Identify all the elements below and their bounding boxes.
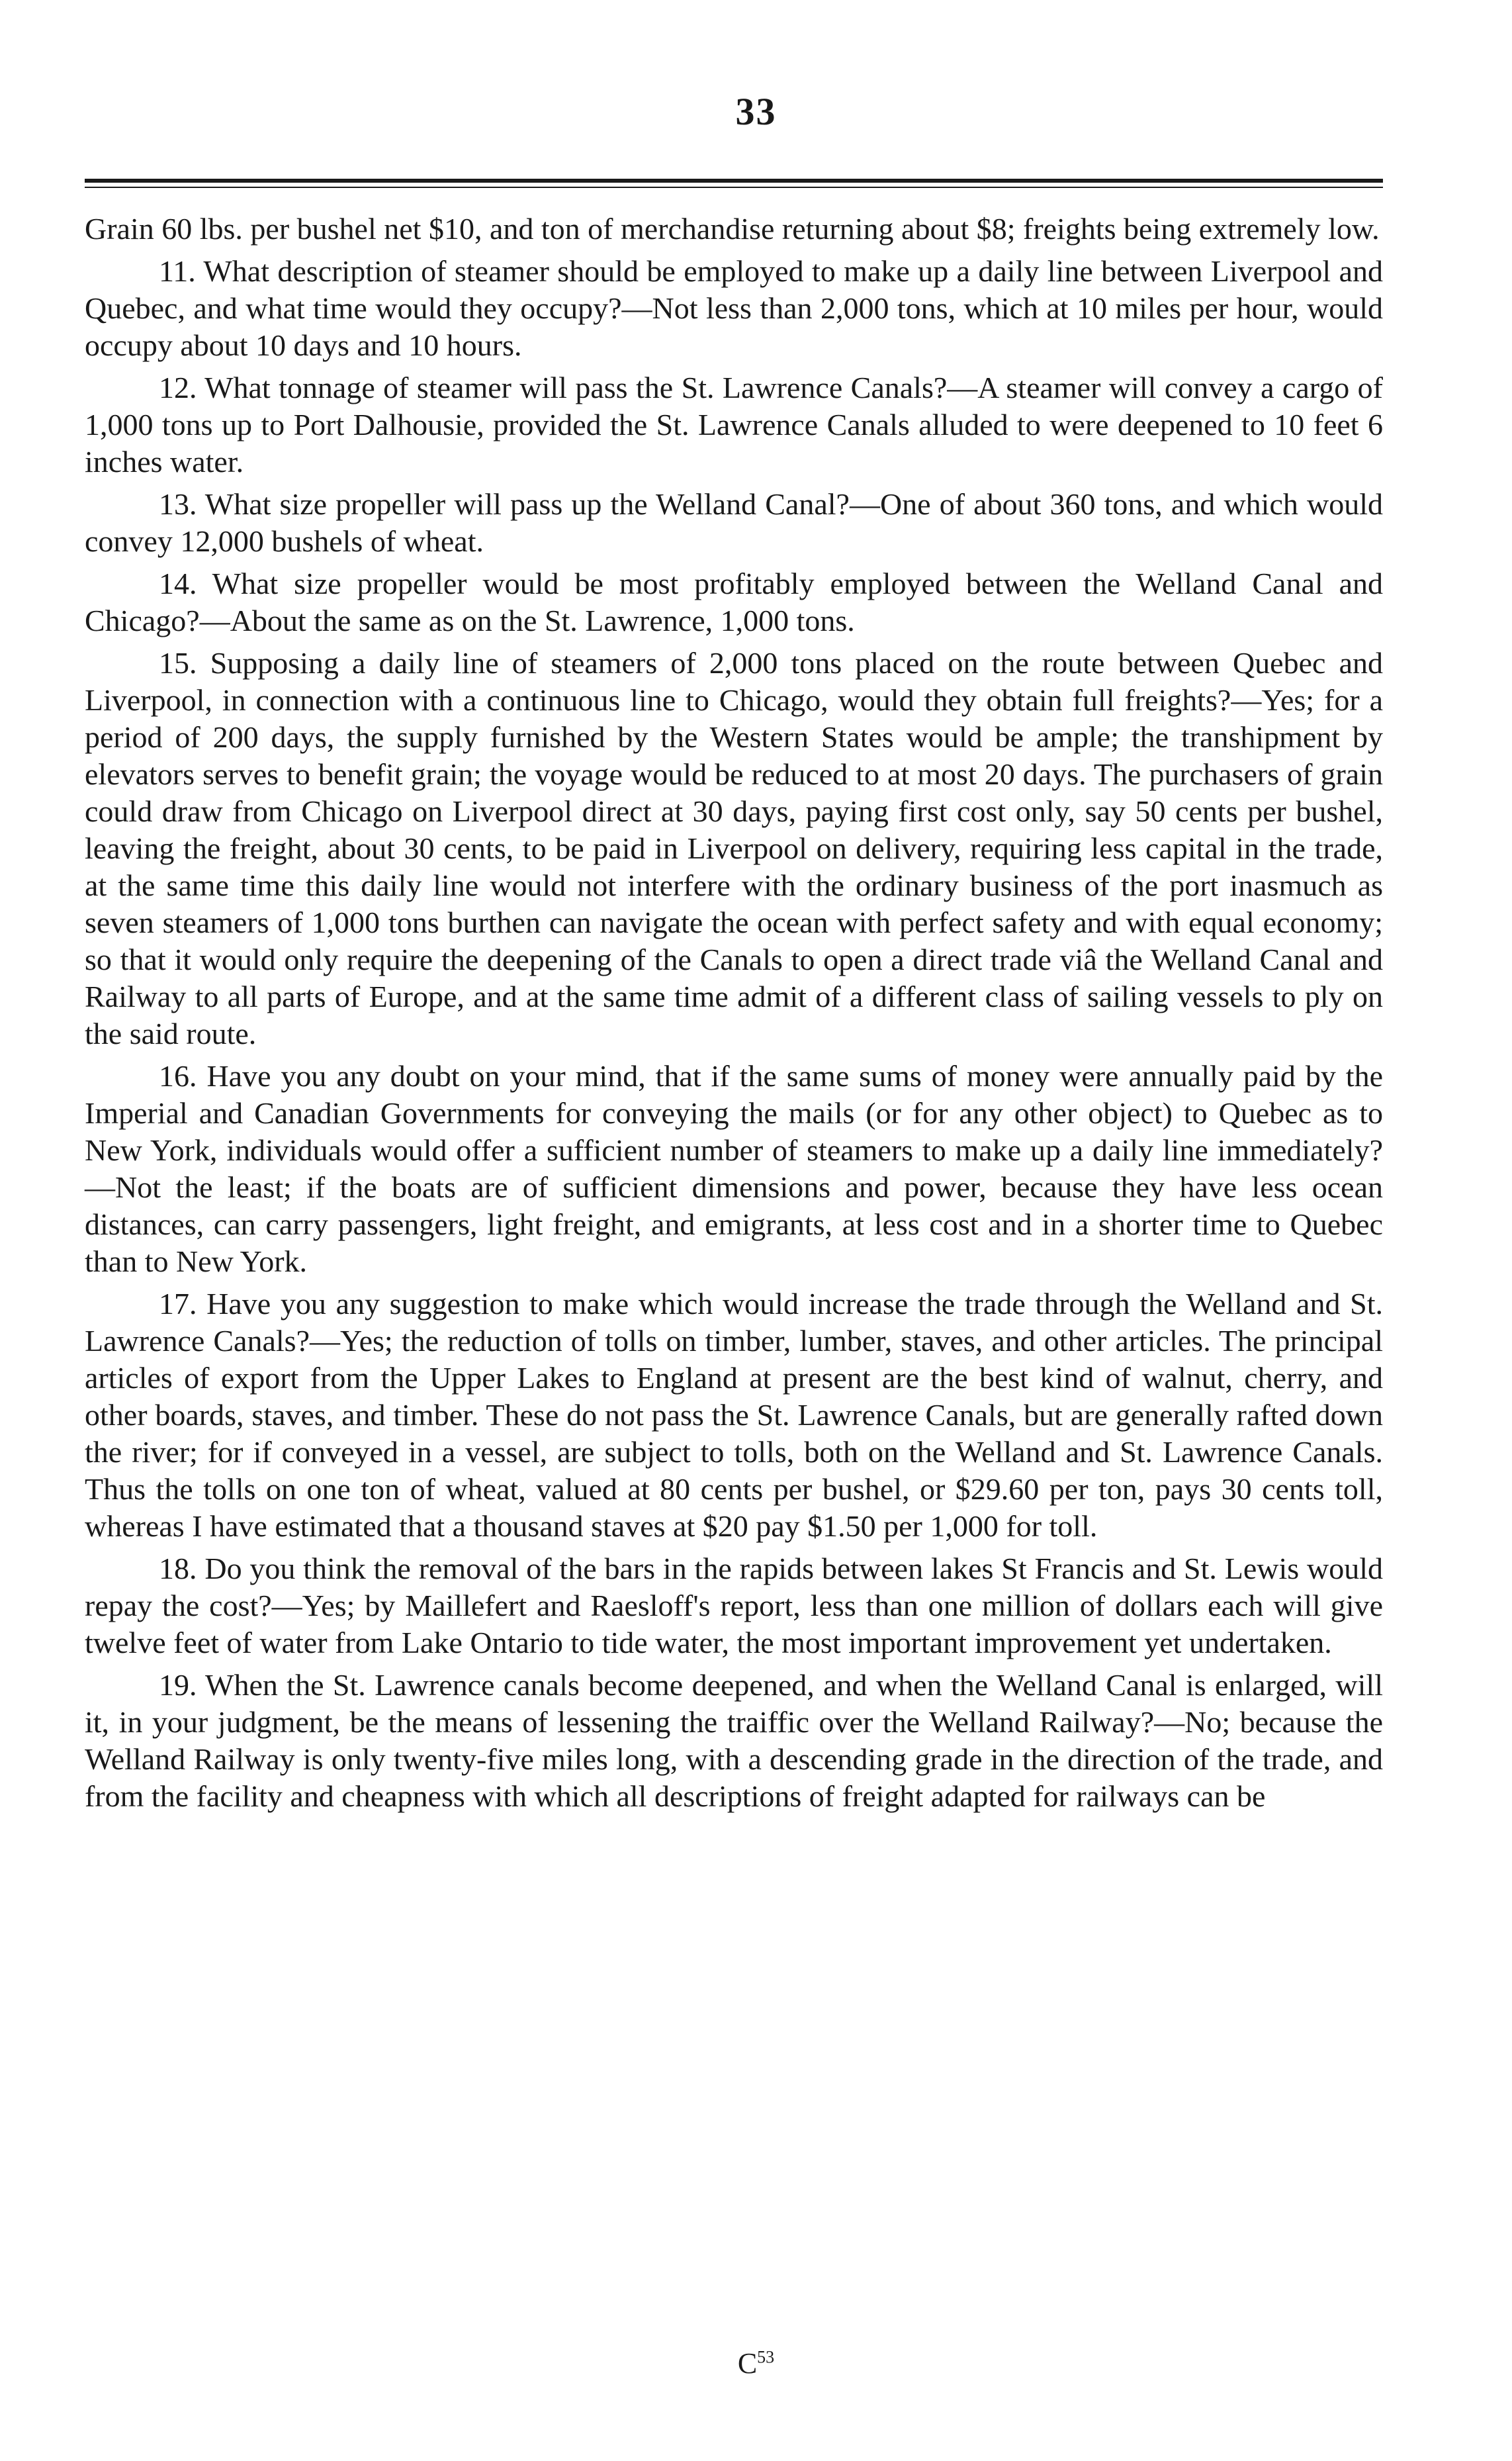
- header-rule-thin: [85, 187, 1383, 188]
- paragraph-question-16: 16. Have you any doubt on your mind, that if the same sums of money were annually paid by the Imperial and Canadian Governments for conveying the mails (or for any other object) to Quebec as to New York, individuals would offer a sufficient number of steamers to make up a daily line immediately?—Not the least; if the boats are of sufficient dimensions and power, because they have less ocean distances, can carry passengers, light freight, and emigrants, at less cost and in a shorter time to Quebec than to New York.: [85, 1059, 1383, 1278]
- paragraph-question-11: 11. What description of steamer should be employed to make up a daily line between Liverpool and Quebec, and what time would they occupy?—Not less than 2,000 tons, which at 10 miles per hour, would occupy about 10 days and 10 hours.: [85, 254, 1383, 362]
- paragraph-question-12: 12. What tonnage of steamer will pass the St. Lawrence Canals?—A steamer will convey a cargo of 1,000 tons up to Port Dalhousie, provided the St. Lawrence Canals alluded to were deepened to 10 feet 6 inches water.: [85, 371, 1383, 479]
- body-text: [85, 210, 1383, 1820]
- printer-signature-mark: [0, 2346, 1512, 2380]
- paragraph-question-18: 18. Do you think the removal of the bars in the rapids between lakes St Francis and St. Lewis would repay the cost?—Yes; by Maillefert and Raesloff's report, less than one million of dollars each will give twelve feet of water from Lake Ontario to tide water, the most important improvement yet undertaken.: [85, 1552, 1383, 1659]
- paragraph-question-19: 19. When the St. Lawrence canals become deepened, and when the Welland Canal is enlarged, will it, in your judgment, be the means of lessening the traiffic over the Welland Railway?—No; because the Welland Railway is only twenty-five miles long, with a descending grade in the direction of the trade, and from the facility and cheapness with which all descriptions of freight adapted for railways can be: [85, 1668, 1383, 1813]
- paragraph-question-14: 14. What size propeller would be most profitably employed between the Welland Canal and Chicago?—About the same as on the St. Lawrence, 1,000 tons.: [85, 567, 1383, 637]
- paragraph-question-15: 15. Supposing a daily line of steamers of 2,000 tons placed on the route between Quebec and Liverpool, in connection with a continuous line to Chicago, would they obtain full freights?—Yes; for a period of 200 days, the supply furnished by the Western States would be ample; the transhipment by elevators serves to benefit grain; the voyage would be reduced to at most 20 days. The purchasers of grain could draw from Chicago on Liverpool direct at 30 days, paying first cost only, say 50 cents per bushel, leaving the freight, about 30 cents, to be paid in Liverpool on delivery, requiring less capital in the trade, at the same time this daily line would not interfere with the ordinary business of the port inasmuch as seven steamers of 1,000 tons burthen can navigate the ocean with perfect safety and with equal economy; so that it would only require the deepening of the Canals to open a direct trade viâ the Welland Canal and Railway to all parts of Europe, and at the same time admit of a different class of sailing vessels to ply on the said route.: [85, 646, 1383, 1050]
- paragraph-continuation: Grain 60 lbs. per bushel net $10, and ton of merchandise returning about $8; freights being extremely low.: [85, 212, 1380, 246]
- paragraph-question-13: 13. What size propeller will pass up the Welland Canal?—One of about 360 tons, and which would convey 12,000 bushels of wheat.: [85, 487, 1383, 558]
- header-rule-thick: [85, 179, 1383, 183]
- page-number: 33: [735, 90, 777, 133]
- signature-number: 53: [757, 2347, 775, 2367]
- signature-letter: C: [737, 2347, 758, 2380]
- paragraph-question-17: 17. Have you any suggestion to make which would increase the trade through the Welland and St. Lawrence Canals?—Yes; the reduction of tolls on timber, lumber, staves, and other articles. The principal articles of export from the Upper Lakes to England at present are the best kind of walnut, cherry, and other boards, staves, and timber. These do not pass the St. Lawrence Canals, but are generally rafted down the river; for if conveyed in a vessel, are subject to tolls, both on the Welland and St. Lawrence Canals. Thus the tolls on one ton of wheat, valued at 80 cents per bushel, or $29.60 per ton, pays 30 cents toll, whereas I have estimated that a thousand staves at $20 pay $1.50 per 1,000 for toll.: [85, 1287, 1383, 1543]
